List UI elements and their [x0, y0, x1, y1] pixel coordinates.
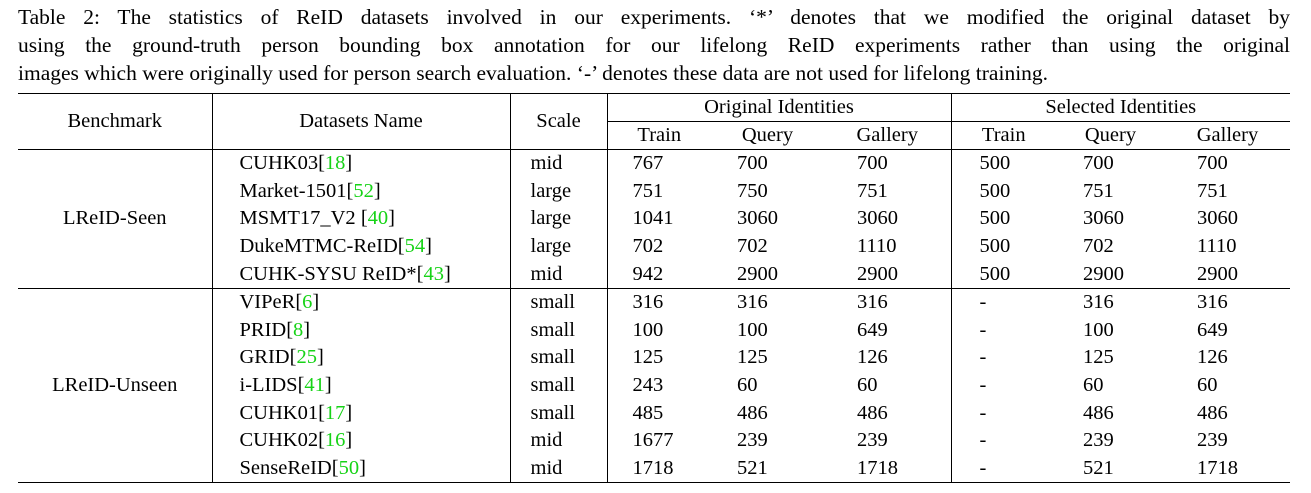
citation-link[interactable]: 54 — [404, 235, 426, 258]
dataset-name: SenseReID — [239, 456, 332, 479]
original-query-cell: 2900 — [737, 262, 778, 285]
original-gallery-cell: 316 — [824, 288, 951, 316]
original-train-cell: 243 — [632, 374, 664, 397]
dataset-name-cell — [212, 150, 510, 178]
citation-open: [ — [331, 456, 339, 479]
selected-train-cell: 500 — [979, 207, 1011, 230]
selected-query-cell: 3060 — [1083, 207, 1124, 230]
selected-gallery-cell: 126 — [1197, 346, 1228, 369]
citation-link[interactable]: 18 — [324, 152, 346, 175]
original-query-cell: 125 — [737, 346, 768, 369]
selected-gallery-cell: 3060 — [1197, 207, 1238, 230]
original-query-cell: 486 — [737, 401, 768, 424]
caption-line-2: using the ground-truth person bounding box annotation for our lifelong ReID experiments rather than using the original — [18, 33, 1290, 57]
original-train-cell: 751 — [632, 179, 664, 202]
dataset-name: VIPeR — [239, 291, 296, 314]
selected-train-cell: - — [979, 401, 987, 424]
scale-cell: mid — [510, 427, 607, 455]
selected-query-cell: 316 — [1083, 291, 1114, 314]
header-original-train: Train — [637, 124, 682, 146]
citation-close: ] — [312, 291, 320, 314]
dataset-name-cell — [212, 372, 510, 400]
citation-link[interactable]: 50 — [338, 456, 360, 479]
selected-query-cell: 125 — [1083, 346, 1114, 369]
original-train-cell: 767 — [632, 152, 664, 175]
original-gallery-cell: 1718 — [824, 455, 951, 483]
citation-link[interactable]: 40 — [367, 207, 389, 230]
selected-train-cell: 500 — [979, 235, 1011, 258]
header-original-gallery: Gallery — [824, 122, 951, 150]
dataset-name-cell — [212, 233, 510, 261]
citation-close: ] — [443, 262, 451, 285]
original-query-cell: 702 — [737, 235, 768, 258]
original-query-cell: 239 — [737, 429, 768, 452]
original-gallery-cell: 1110 — [824, 233, 951, 261]
selected-train-cell: 500 — [979, 262, 1011, 285]
selected-train-cell: - — [979, 429, 987, 452]
citation-link[interactable]: 16 — [324, 429, 346, 452]
header-original-query: Query — [741, 124, 794, 146]
citation-close: ] — [373, 179, 381, 202]
header-selected-identities: Selected Identities — [951, 94, 1290, 122]
selected-train-cell: - — [979, 456, 987, 479]
original-train-cell: 125 — [632, 346, 664, 369]
selected-gallery-cell: 486 — [1197, 401, 1228, 424]
original-query-cell: 60 — [737, 374, 758, 397]
selected-query-cell: 239 — [1083, 429, 1114, 452]
citation-close: ] — [345, 401, 353, 424]
dataset-name-cell — [212, 455, 510, 483]
citation-link[interactable]: 17 — [324, 401, 346, 424]
original-gallery-cell: 486 — [824, 399, 951, 427]
dataset-name: CUHK01 — [239, 401, 319, 424]
original-query-cell: 316 — [737, 291, 768, 314]
citation-close: ] — [316, 346, 324, 369]
citation-close: ] — [345, 152, 353, 175]
original-train-cell: 485 — [632, 401, 664, 424]
citation-open: [ — [360, 207, 368, 230]
dataset-name-cell — [212, 205, 510, 233]
selected-query-cell: 100 — [1083, 318, 1114, 341]
citation-link[interactable]: 52 — [353, 179, 374, 202]
original-train-cell: 100 — [632, 318, 664, 341]
selected-gallery-cell: 1718 — [1197, 456, 1238, 479]
original-gallery-cell: 239 — [824, 427, 951, 455]
table-body — [18, 150, 1290, 483]
citation-link[interactable]: 43 — [423, 262, 444, 285]
original-gallery-cell: 700 — [824, 150, 951, 178]
scale-cell: mid — [510, 150, 607, 178]
selected-query-cell: 702 — [1083, 235, 1114, 258]
selected-query-cell: 751 — [1083, 179, 1114, 202]
dataset-name-cell — [212, 344, 510, 372]
citation-open: [ — [297, 374, 305, 397]
original-train-cell: 1041 — [632, 207, 674, 230]
scale-cell: mid — [510, 260, 607, 288]
original-gallery-cell: 649 — [824, 317, 951, 345]
dataset-name-cell — [212, 260, 510, 288]
selected-gallery-cell: 316 — [1197, 291, 1228, 314]
dataset-name-cell — [212, 427, 510, 455]
citation-link[interactable]: 6 — [302, 291, 313, 314]
citation-open: [ — [318, 429, 325, 452]
selected-gallery-cell: 1110 — [1197, 235, 1237, 258]
caption-line-1: Table 2: The statistics of ReID datasets involved in our experiments. ‘*’ denotes that we modified the original dataset by — [18, 5, 1290, 29]
header-datasets-name: Datasets Name — [212, 94, 510, 150]
scale-cell: small — [510, 399, 607, 427]
citation-open: [ — [286, 318, 294, 341]
header-selected-query: Query — [1084, 124, 1137, 146]
table-row — [18, 288, 1290, 316]
scale-cell: small — [510, 372, 607, 400]
original-train-cell: 1677 — [632, 429, 674, 452]
dataset-name-cell — [212, 317, 510, 345]
original-query-cell: 3060 — [737, 207, 778, 230]
scale-cell: large — [510, 178, 607, 206]
citation-open: [ — [318, 152, 325, 175]
selected-train-cell: 500 — [979, 152, 1011, 175]
original-gallery-cell: 60 — [824, 372, 951, 400]
header-benchmark: Benchmark — [18, 94, 212, 150]
header-row-1 — [18, 94, 1290, 122]
citation-close: ] — [345, 429, 353, 452]
dataset-name: PRID — [239, 318, 287, 341]
dataset-name-cell — [212, 399, 510, 427]
selected-gallery-cell: 239 — [1197, 429, 1228, 452]
dataset-name: MSMT17_V2 — [239, 207, 356, 230]
selected-query-cell: 486 — [1083, 401, 1114, 424]
citation-open: [ — [295, 291, 303, 314]
selected-gallery-cell: 2900 — [1197, 262, 1238, 285]
dataset-statistics-table — [18, 93, 1290, 483]
benchmark-cell: LReID-Seen — [18, 150, 212, 289]
original-query-cell: 700 — [737, 152, 768, 175]
citation-link[interactable]: 8 — [293, 318, 304, 341]
selected-train-cell: - — [979, 346, 987, 369]
selected-query-cell: 700 — [1083, 152, 1114, 175]
scale-cell: large — [510, 205, 607, 233]
citation-open: [ — [289, 346, 297, 369]
header-original-identities: Original Identities — [607, 94, 951, 122]
scale-cell: mid — [510, 455, 607, 483]
citation-link[interactable]: 25 — [296, 346, 317, 369]
selected-query-cell: 521 — [1083, 456, 1114, 479]
header-scale: Scale — [510, 94, 607, 150]
citation-close: ] — [324, 374, 332, 397]
dataset-name-cell — [212, 288, 510, 316]
citation-link[interactable]: 41 — [304, 374, 325, 397]
dataset-name: Market-1501 — [239, 179, 347, 202]
original-query-cell: 750 — [737, 179, 768, 202]
original-train-cell: 316 — [632, 291, 664, 314]
caption-line-3: images which were originally used for person search evaluation. ‘-’ denotes these data are not used for lifelong training. — [18, 61, 1049, 85]
original-query-cell: 100 — [737, 318, 768, 341]
selected-query-cell: 60 — [1083, 374, 1104, 397]
citation-open: [ — [397, 235, 405, 258]
original-train-cell: 702 — [632, 235, 664, 258]
table-row — [18, 150, 1290, 178]
selected-gallery-cell: 60 — [1197, 374, 1218, 397]
dataset-name: DukeMTMC-ReID — [239, 235, 398, 258]
scale-cell: large — [510, 233, 607, 261]
scale-cell: small — [510, 317, 607, 345]
citation-close: ] — [388, 207, 395, 230]
original-gallery-cell: 751 — [824, 178, 951, 206]
selected-train-cell: - — [979, 374, 987, 397]
dataset-name: CUHK03 — [239, 152, 319, 175]
selected-gallery-cell: 649 — [1197, 318, 1228, 341]
original-gallery-cell: 2900 — [824, 260, 951, 288]
selected-train-cell: - — [979, 318, 987, 341]
citation-open: [ — [346, 179, 354, 202]
header-selected-train: Train — [981, 124, 1026, 146]
dataset-name: GRID — [239, 346, 290, 369]
dataset-name-cell — [212, 178, 510, 206]
dataset-name: i-LIDS — [239, 374, 298, 397]
citation-open: [ — [416, 262, 424, 285]
dataset-name: CUHK-SYSU ReID* — [239, 262, 417, 285]
original-gallery-cell: 126 — [824, 344, 951, 372]
table-caption — [18, 3, 1290, 87]
original-train-cell: 942 — [632, 262, 664, 285]
selected-query-cell: 2900 — [1083, 262, 1124, 285]
selected-train-cell: 500 — [979, 179, 1011, 202]
citation-close: ] — [425, 235, 432, 258]
selected-train-cell: - — [979, 291, 987, 314]
original-query-cell: 521 — [737, 456, 768, 479]
dataset-name: CUHK02 — [239, 429, 319, 452]
original-train-cell: 1718 — [632, 456, 674, 479]
original-gallery-cell: 3060 — [824, 205, 951, 233]
header-selected-gallery: Gallery — [1196, 124, 1259, 146]
selected-gallery-cell: 700 — [1197, 152, 1228, 175]
citation-open: [ — [318, 401, 325, 424]
benchmark-cell: LReID-Unseen — [18, 288, 212, 482]
scale-cell: small — [510, 344, 607, 372]
citation-close: ] — [303, 318, 311, 341]
selected-gallery-cell: 751 — [1197, 179, 1228, 202]
scale-cell: small — [510, 288, 607, 316]
citation-close: ] — [359, 456, 366, 479]
